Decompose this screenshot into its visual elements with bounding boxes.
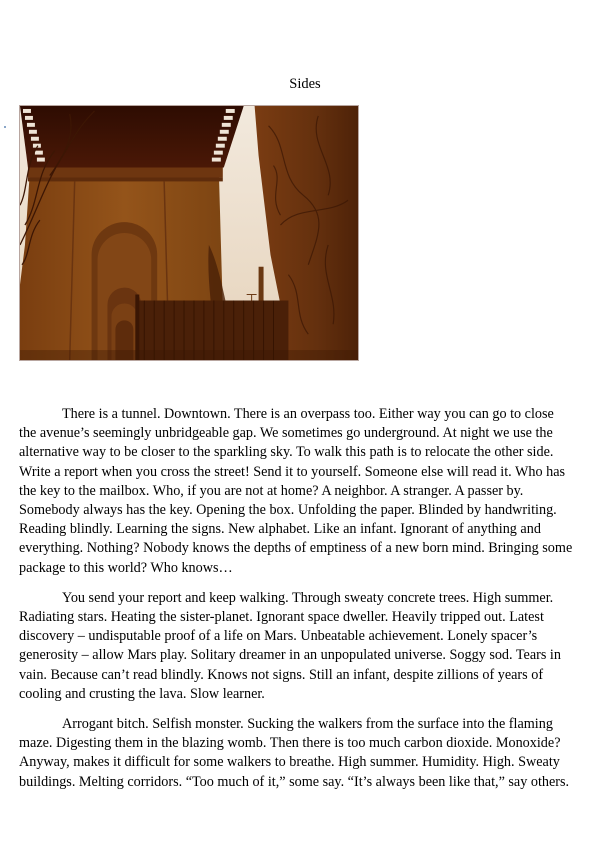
text-line: alternative way to be closer to the sparkling sky. To walk this path is to relocate the other side. (19, 444, 554, 461)
text-line: generosity – allow Mars play. Solitary dreamer in an unpopulated universe. Soggy sod. Tears in (19, 647, 561, 664)
text-line: discovery – undisputable proof of a life on Mars. Unbeatable achievement. Lonely spacer’s (19, 628, 538, 645)
paragraph-2 (19, 589, 589, 704)
text-line: the avenue’s seemingly unbridgeable gap. We sometimes go underground. At night we use the (19, 425, 553, 442)
text-line: the key to the mailbox. Who, if you are not at home? A neighbor. A stranger. A passer by. (19, 482, 524, 499)
text-line: Somebody always has the key. Opening the box. Unfolding the paper. Blinded by handwriting. (19, 502, 557, 519)
overpass-photo (19, 105, 359, 361)
text-line: buildings. Melting corridors. “Too much of it,” some say. “It’s always been like that,” say others. (19, 773, 570, 790)
text-line: Radiating stars. Heating the sister-planet. Ignorant space dweller. Heavily tripped out. Latest (19, 609, 544, 626)
text-line: cooling and crusting the lava. Slow learner. (19, 685, 265, 702)
paragraph-1 (19, 405, 589, 578)
text-line: You send your report and keep walking. Through sweaty concrete trees. High summer. (62, 589, 554, 606)
stray-mark (4, 126, 6, 128)
text-line: package to this world? Who knows… (19, 559, 233, 576)
paragraph-3 (19, 715, 589, 792)
overpass-photo-illustration (20, 106, 358, 360)
story-body (19, 405, 589, 803)
text-line: Anyway, makes it difficult for some walkers to breathe. High summer. Humidity. High. Sweaty (19, 754, 560, 771)
overpass-deck (20, 106, 244, 168)
page-title: Sides (289, 76, 321, 92)
text-line: Reading blindly. Learning the signs. New alphabet. Like an infant. Ignorant of anything and (19, 521, 541, 538)
text-line: There is a tunnel. Downtown. There is an overpass too. Either way you can go to close (62, 406, 554, 422)
text-line: Arrogant bitch. Selfish monster. Sucking the walkers from the surface into the flaming (62, 716, 553, 733)
text-line: vain. Because can’t read blindly. Knows not signs. Still an infant, despite zillions of years of (19, 666, 544, 683)
text-line: maze. Digesting them in the blazing womb. Then there is too much carbon dioxide. Monoxide? (19, 735, 561, 752)
text-line: Write a report when you cross the street! Send it to yourself. Someone else will read it. Who has (19, 463, 566, 480)
text-line: everything. Nothing? Nobody knows the depths of emptiness of a new born mind. Bringing some (19, 540, 573, 557)
